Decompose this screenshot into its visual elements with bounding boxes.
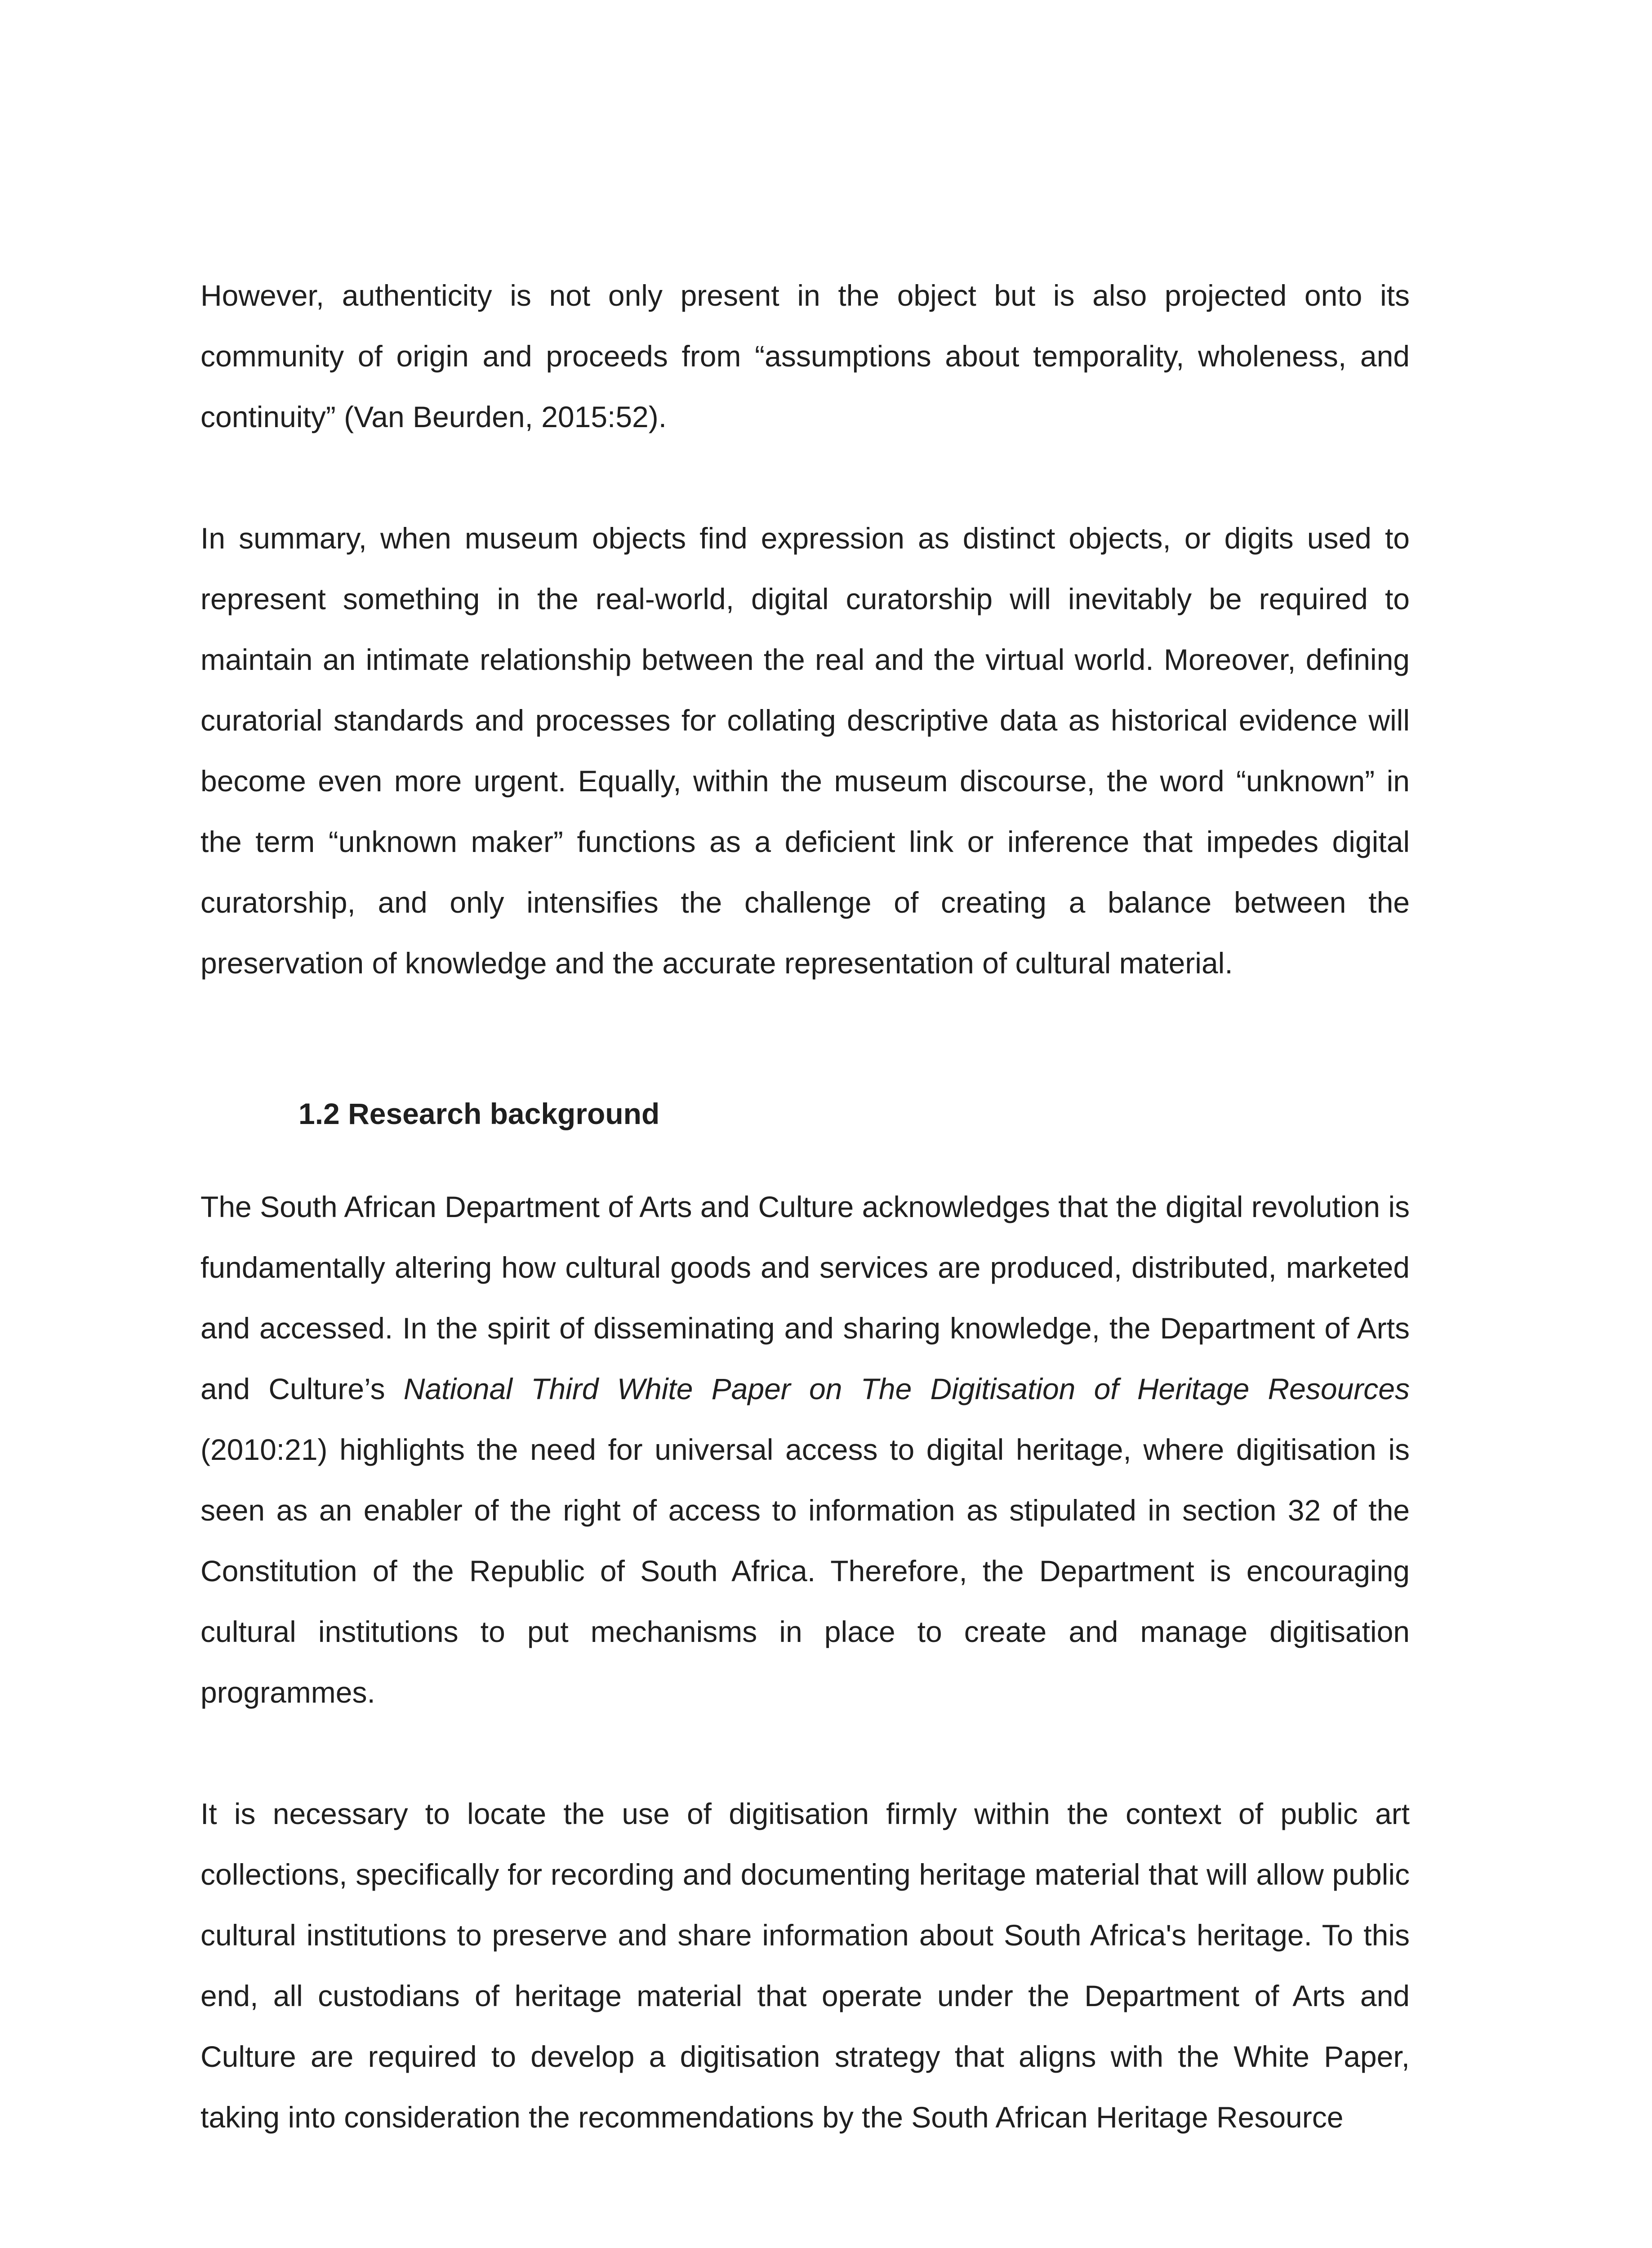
paragraph-spacer bbox=[200, 447, 1410, 508]
paragraph-digitisation-context: It is necessary to locate the use of digitisation firmly within the context of public art collections, specifically for recording and documenting heritage material that will allow public cultural institutions to preserve and share information about South Africa's heritage. To this end, all custodians of heritage material that operate under the Department of Arts and Culture are required to develop a digitisation strategy that aligns with the White Paper, taking into consideration the recommendations by the South African Heritage Resource bbox=[200, 1797, 1410, 2134]
paragraph-text-tail: (2010:21) highlights the need for universal access to digital heritage, where digitisation is seen as an enabler of the right of access to information as stipulated in section 32 of the Constitution of the Republic of South Africa. Therefore, the Department is encouraging cultural institutions to put mechanisms in place to create and manage digitisation programmes. bbox=[200, 1433, 1410, 1709]
page-content bbox=[200, 265, 1410, 2148]
heading-spacer bbox=[200, 1144, 1410, 1177]
paragraph-spacer bbox=[200, 1723, 1410, 1784]
section-spacer bbox=[200, 994, 1410, 1084]
paragraph-text-lead: The South African Department of Arts and Culture acknowledges that the digital revolution is fundamentally altering how cultural goods and services are produced, distributed, marketed and accessed. In the spirit of disseminating and sharing knowledge, the Department of Arts and Culture’s bbox=[200, 1190, 1410, 1405]
paragraph-authenticity: However, authenticity is not only present in the object but is also projected onto its community of origin and proceeds from “assumptions about temporality, wholeness, and continuity” (Van Beurden, 2015:52). bbox=[200, 279, 1410, 433]
paragraph-research-background bbox=[200, 1177, 1410, 1723]
white-paper-title: National Third White Paper on The Digitisation of Heritage Resources bbox=[403, 1372, 1410, 1405]
section-heading: 1.2 Research background bbox=[298, 1097, 660, 1130]
paragraph-summary: In summary, when museum objects find expression as distinct objects, or digits used to represent something in the real-world, digital curatorship will inevitably be required to maintain an intimate relationship between the real and the virtual world. Moreover, defining curatorial standards and processes for collating descriptive data as historical evidence will become even more urgent. Equally, within the museum discourse, the word “unknown” in the term “unknown maker” functions as a deficient link or inference that impedes digital curatorship, and only intensifies the challenge of creating a balance between the preservation of knowledge and the accurate representation of cultural material. bbox=[200, 522, 1410, 980]
